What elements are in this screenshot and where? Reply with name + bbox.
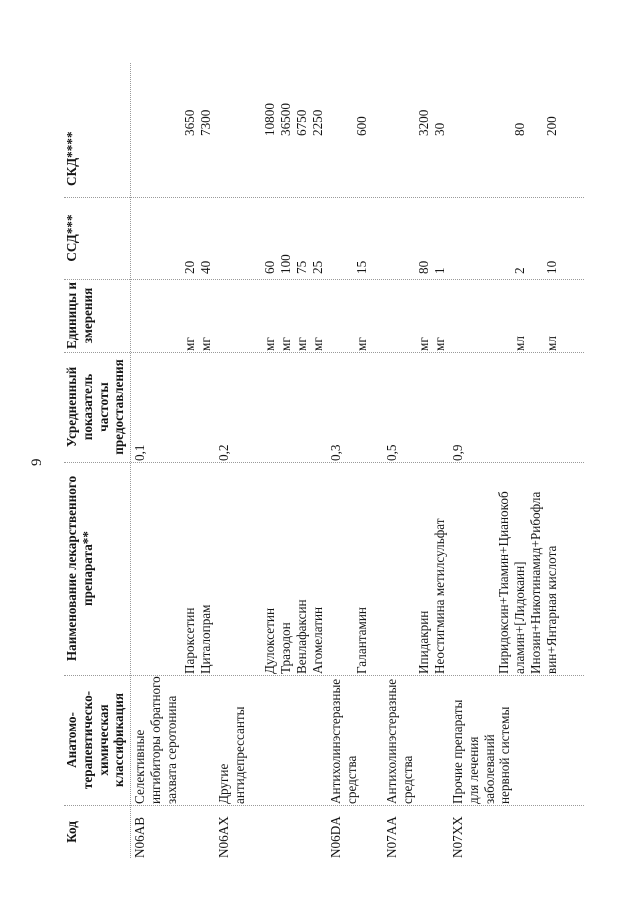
header-ssd: ССД*** <box>64 214 79 262</box>
column-ssd <box>64 198 584 278</box>
header-drug-name: Наименование лекарственного препарата** <box>64 475 95 662</box>
header-unit: Единицы измерения <box>64 281 95 350</box>
header-frequency: Усредненный показатель частоты предоставления <box>64 359 127 455</box>
unit-cell: мг <box>294 337 309 351</box>
unit-cell: мг <box>262 337 277 351</box>
skd-cell: 80 <box>512 122 527 136</box>
header-atc-class: Анатомо-терапевтическо-химическая классификация <box>64 690 127 790</box>
skd-cell: 3650 <box>182 109 197 136</box>
unit-cell: мг <box>182 337 197 351</box>
class-cell: Антихолинэстеразные средства <box>384 678 415 804</box>
ssd-cell: 100 <box>278 254 293 274</box>
code-cell: N06AB <box>132 816 147 858</box>
drug-name-cell: Агомелатин <box>310 606 325 674</box>
code-cell: N06AX <box>216 816 231 858</box>
skd-cell: 6750 <box>294 109 309 136</box>
unit-cell: мг <box>416 337 431 351</box>
class-cell: Антихолинэстеразные средства <box>328 678 359 804</box>
unit-cell: мл <box>544 336 559 351</box>
frequency-cell: 0,9 <box>450 444 465 461</box>
code-cell: N07XX <box>450 816 465 858</box>
class-cell: Другие антидепрессанты <box>216 706 247 804</box>
drug-name-cell: Ипидакрин <box>416 610 431 674</box>
header-skd: СКД**** <box>64 131 79 186</box>
skd-cell: 2250 <box>310 109 325 136</box>
skd-cell: 3200 <box>416 109 431 136</box>
drug-name-cell: Инозин+Никотинамид+Рибофлавин+Янтарная кислота <box>528 491 559 674</box>
drug-name-cell: Дулоксетин <box>262 607 277 674</box>
frequency-cell: 0,1 <box>132 444 147 461</box>
column-atc-class <box>64 676 584 804</box>
unit-cell: мг <box>198 337 213 351</box>
drug-name-cell: Неостигмина метилсульфат <box>432 518 447 674</box>
class-cell: Прочие препараты для лечения заболеваний нервной системы <box>450 699 513 804</box>
ssd-cell: 15 <box>354 260 369 274</box>
column-code <box>64 806 584 858</box>
ssd-cell: 80 <box>416 260 431 274</box>
skd-cell: 36500 <box>278 103 293 136</box>
drug-name-cell: Циталопрам <box>198 604 213 674</box>
unit-cell: мг <box>354 337 369 351</box>
ssd-cell: 25 <box>310 260 325 274</box>
frequency-cell: 0,5 <box>384 444 399 461</box>
skd-cell: 10800 <box>262 103 277 136</box>
unit-cell: мг <box>310 337 325 351</box>
frequency-cell: 0,3 <box>328 444 343 461</box>
ssd-cell: 10 <box>544 260 559 274</box>
column-frequency <box>64 353 584 461</box>
skd-cell: 7300 <box>198 109 213 136</box>
code-cell: N06DA <box>328 816 343 858</box>
ssd-cell: 1 <box>432 267 447 274</box>
column-unit <box>64 280 584 351</box>
drug-name-cell: Галантамин <box>354 607 369 674</box>
ssd-cell: 75 <box>294 260 309 274</box>
code-cell: N07AA <box>384 816 399 858</box>
drug-name-cell: Венлафаксин <box>294 599 309 674</box>
skd-cell: 200 <box>544 116 559 136</box>
column-drug-name <box>64 463 584 674</box>
drug-name-cell: Тразодон <box>278 622 293 674</box>
header-code: Код <box>64 821 79 843</box>
class-cell: Селективные ингибиторы обратного захвата серотонина <box>132 676 179 804</box>
drug-name-cell: Пиридоксин+Тиамин+Цианокобаламин+[Лидокаин] <box>496 491 527 674</box>
unit-cell: мг <box>432 337 447 351</box>
skd-cell: 30 <box>432 122 447 136</box>
ssd-cell: 40 <box>198 260 213 274</box>
drug-name-cell: Пароксетин <box>182 607 197 674</box>
skd-cell: 600 <box>354 116 369 136</box>
ssd-cell: 60 <box>262 260 277 274</box>
rotated-table <box>64 63 584 858</box>
frequency-cell: 0,2 <box>216 444 231 461</box>
page-number: 9 <box>29 458 45 466</box>
ssd-cell: 20 <box>182 260 197 274</box>
ssd-cell: 2 <box>512 267 527 274</box>
unit-cell: мг <box>278 337 293 351</box>
unit-cell: мл <box>512 336 527 351</box>
column-skd <box>64 63 584 196</box>
